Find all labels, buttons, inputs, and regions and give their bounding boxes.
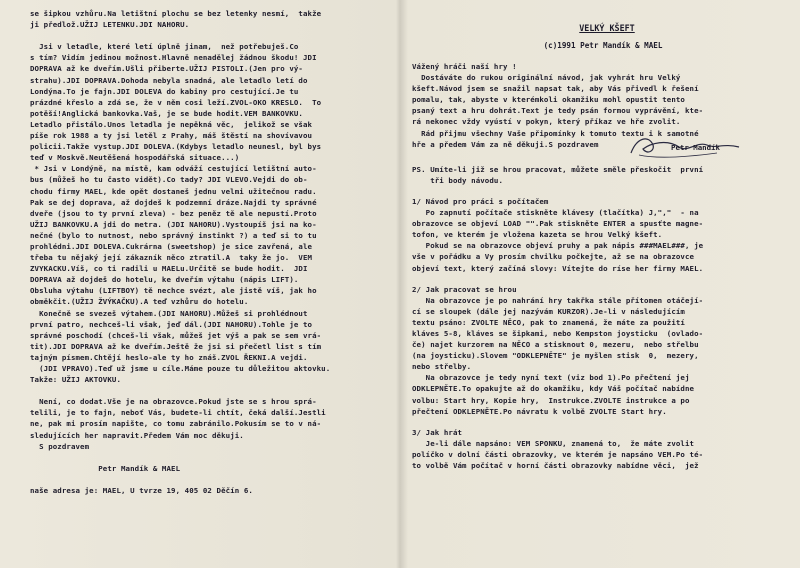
text-line: potěší!Anglická bankovka.Vaš, je se bude hodit.VEM BANKOVKU.	[30, 108, 303, 118]
text-line: to volbě Vám počítač v horní části obrazovky nabídne věci, jež	[412, 461, 699, 470]
text-line: přečtení ODKLEPNĚTE.Po návratu k volbě ZVOLTE Start hry.	[412, 406, 667, 416]
instruction-section	[412, 284, 788, 417]
text-line: Konečně se svezeš výtahem.(JDI NAHORU).Můžeš si prohlédnout	[30, 308, 308, 318]
text-line: Takže: UŽIJ AKTOVKU.	[30, 375, 121, 385]
text-line: S pozdravem	[30, 441, 90, 451]
text-line: * Jsi v Londýně, na místě, kam odváží cestující letištní auto-	[30, 164, 317, 174]
document-title: VELKÝ KŠEFT	[579, 23, 635, 33]
text-line: policii.Takže vystup.JDI DOLEVA.(Kdybys letadlo neunesl, byl bys	[30, 142, 322, 152]
text-line: kláves 5-8, kláves se šipkami, nebo Kempston joysticku (ovlado-	[412, 328, 704, 338]
text-line: Na obrazovce je tedy nyní text (viz bod 1).Po přečtení jej	[412, 373, 690, 383]
spacer	[412, 52, 788, 61]
text-line: psaný text a hru dohrát.Text je tedy psán formou vyprávění, kte-	[412, 106, 704, 116]
left-page-text	[30, 8, 392, 496]
text-line: první patro, nechceš-li však, jeď dál.(JDI NAHORU).Tohle je to	[30, 319, 313, 329]
text-line: (na joysticku).Slovem "ODKLEPNĚTE" je myšlen stisk 0, mezery,	[412, 351, 699, 361]
text-line: volbu: Start hry, Kopie hry, Instrukce.ZVOLTE instrukce a po	[412, 395, 690, 405]
text-line: nebo střelby.	[412, 362, 472, 372]
text-line: Pokud se na obrazovce objeví pruhy a pak nápis ###MAEL###, je	[412, 241, 704, 251]
text-line: Jsi v letadle, které letí úplně jinam, než potřebuješ.Co	[30, 42, 299, 52]
text-line: tofon, ve kterém je vložena kazeta se hrou Velký kšeft.	[412, 230, 663, 240]
text-line: telili, je to fajn, neboť Vás, budete-li chtít, čeká další.Jestli	[30, 408, 326, 418]
text-line: Obsluha výtahu (LIFTBOY) tě nechce svézt, ale jistě víš, jak ho	[30, 286, 317, 296]
right-page-text	[412, 22, 788, 471]
text-line: prázdné křeslo a zdá se, že v něm cosi leží.ZVOL-OKO KRESLO. To	[30, 97, 322, 107]
text-line: če) najet kurzorem na NĚCO a stisknout 0, mezeru, nebo střelbu	[412, 340, 699, 350]
text-line	[30, 452, 392, 463]
text-line: UŽIJ BANKOVKU.A jdi do metra. (JDI NAHORU).Vystoupíš jsi na ko-	[30, 219, 317, 229]
text-line: Londýna.To je fajn.JDI DOLEVA do kabiny pro cestující.Je tu	[30, 86, 299, 96]
text-line: třeba tu nějaký její zákazník něco ztratil.A taky že jo. VEM	[30, 253, 313, 263]
text-line: dveře (jsou to ty první zleva) - bez peněz tě ale nepustí.Proto	[30, 208, 317, 218]
text-line: ne, pak mi prosím napište, co tomu zabránilo.Pokusím se to v ná-	[30, 419, 322, 429]
left-page	[0, 0, 398, 568]
text-line: hře a předem Vám za ně děkuji.S pozdravem	[412, 139, 599, 149]
text-line: DOPRAVA až dojdeš do hotelu, ke dveřím výtahu (nápis LIFT).	[30, 275, 299, 285]
text-line: ODKLEPNĚTE.To opakujte až do okamžiku, kdy Váš počítač nabídne	[412, 384, 695, 394]
text-line: obměkčit.(UŽIJ ŽVÝKAČKU).A teď vzhůru do hotelu.	[30, 297, 249, 307]
handwritten-signature	[627, 133, 747, 161]
text-line: Je-li dále napsáno: VEM SPONKU, znamená to, že máte zvolit	[412, 438, 695, 448]
text-line: rá nekonec vždy vyústí v pokyn, který příkaz ve hře zvolit.	[412, 117, 681, 127]
text-line: DOPRAVA až ke dveřím.Ušli přiberte.UŽIJ PISTOLI.(Jen pro vý-	[30, 64, 303, 74]
text-line: textu psáno: ZVOLTE NĚCO, pak to znamená, že máte za použití	[412, 317, 685, 327]
text-line: bus (můžeš ho tu často vidět).Co tady? JDI VLEVO.Vejdi do ob-	[30, 175, 308, 185]
text-line: Vážený hráči naší hry !	[412, 62, 517, 71]
text-line: objeví text, který začíná slovy: Vítejte do ríse her firmy MAEL.	[412, 263, 704, 273]
text-line: Dostáváte do rukou originální návod, jak vyhrát hru Velký	[412, 73, 681, 83]
text-line: správné poschodí (chceš-li však, můžeš jet výš a pak se sem vrá-	[30, 330, 322, 340]
svg-text:Petr Mandík: Petr Mandík	[671, 143, 720, 152]
text-line: strahu).JDI DOPRAVA.Dohoda nebyla snadná, ale letadlo letí do	[30, 75, 308, 85]
text-line: tajným písmem.Chtějí heslo-ale ty ho znáš.ZVOL ŘEKNI.A vejdi.	[30, 352, 308, 362]
text-line	[30, 474, 392, 485]
right-page	[402, 0, 800, 568]
text-line: nečné (bylo to nutnost, nebo správný instinkt ?) a teď si to tu	[30, 230, 317, 240]
text-line: ZVYKACKU.Víš, co ti radili u MAELu.Určitě se bude hodit. JDI	[30, 264, 308, 274]
text-line: (JDI VPRAVO).Teď už jsme u cíle.Máme pouze tu důležitou aktovku.	[30, 364, 331, 373]
text-line: ji předlož.UŽIJ LETENKU.JDI NAHORU.	[30, 20, 190, 30]
text-line: Letadlo přistálo.Unos letadla je nepěkná věc, jelikož se však	[30, 119, 313, 129]
text-line: cí se sloupek (dále jej nazývám KURZOR).Je-li v následujícím	[412, 306, 685, 316]
text-line: teď v Moskvě.Neutěšená hospodářská situace...)	[30, 153, 240, 163]
text-line: políčko v dolní části obrazovky, ve kterém je napsáno VEM.Po té-	[412, 449, 704, 459]
section-heading: 2/ Jak pracovat se hrou	[412, 284, 517, 294]
text-line	[30, 385, 392, 396]
text-line	[30, 30, 392, 41]
text-line: s tím? Vidím jedinou možnost.Hlavně nenadělej žádnou škodu! JDI	[30, 53, 317, 63]
text-line: Petr Mandík & MAEL	[30, 463, 181, 473]
text-line: naše adresa je: MAEL, U tvrze 19, 405 02 Děčín 6.	[30, 486, 253, 496]
instruction-section	[412, 427, 788, 471]
instruction-section	[412, 196, 788, 274]
text-line: tři body návodu.	[412, 175, 503, 185]
text-line: Pak se dej doprava, až dojdeš k podzemní dráze.Najdi ty správné	[30, 197, 317, 207]
text-line: obrazovce se objeví LOAD "".Pak stiskněte ENTER a spusťte magne-	[412, 219, 704, 229]
text-line: sledujících her napravit.Předem Vám moc děkuji.	[30, 430, 244, 440]
text-line: tit).JDI DOPRAVA až ke dveřím.Ještě že jsi si přečetl list s tím	[30, 341, 322, 351]
text-line: chodu firmy MAEL, kde opět dostaneš jednu velmi užitečnou radu.	[30, 186, 317, 196]
copyright-line: (c)1991 Petr Mandík & MAEL	[543, 41, 663, 50]
text-line: kšeft.Návod jsem se snažil napsat tak, aby Vás přivedl k řešení	[412, 84, 699, 94]
text-line: Rád přijmu všechny Vaše připomínky k tomuto textu i k samotné	[412, 128, 699, 138]
section-heading: 1/ Návod pro práci s počítačem	[412, 196, 549, 206]
text-line: pomalu, tak, abyste v kterémkoli okamžiku mohl opustit tento	[412, 95, 685, 105]
instruction-sections	[412, 196, 788, 471]
text-line: Po zapnutí počítače stiskněte klávesy (tlačítka) J,"," - na	[412, 208, 699, 218]
text-line: píše rok 1988 a ty jsi letěl z Prahy, máš štěstí na shovívavou	[30, 131, 313, 141]
section-heading: 3/ Jak hrát	[412, 427, 463, 437]
text-line: prohlédni.JDI DOLEVA.Cukrárna (sweetshop) je sice zavřená, ale	[30, 241, 313, 251]
text-line: Na obrazovce je po nahrání hry takřka stále přítomen otáčejí-	[412, 295, 704, 305]
ps-paragraph	[412, 164, 788, 186]
text-line: se šipkou vzhůru.Na letištní plochu se bez letenky nesmí, takže	[30, 9, 322, 18]
text-line: PS. Umíte-li již se hrou pracovat, můžete směle přeskočit první	[412, 164, 704, 174]
text-line: Není, co dodat.Vše je na obrazovce.Pokud jste se s hrou sprá-	[30, 397, 317, 407]
text-line: vše v pořádku a Vy prosím chvilku počkejte, až se na obrazovce	[412, 252, 695, 262]
